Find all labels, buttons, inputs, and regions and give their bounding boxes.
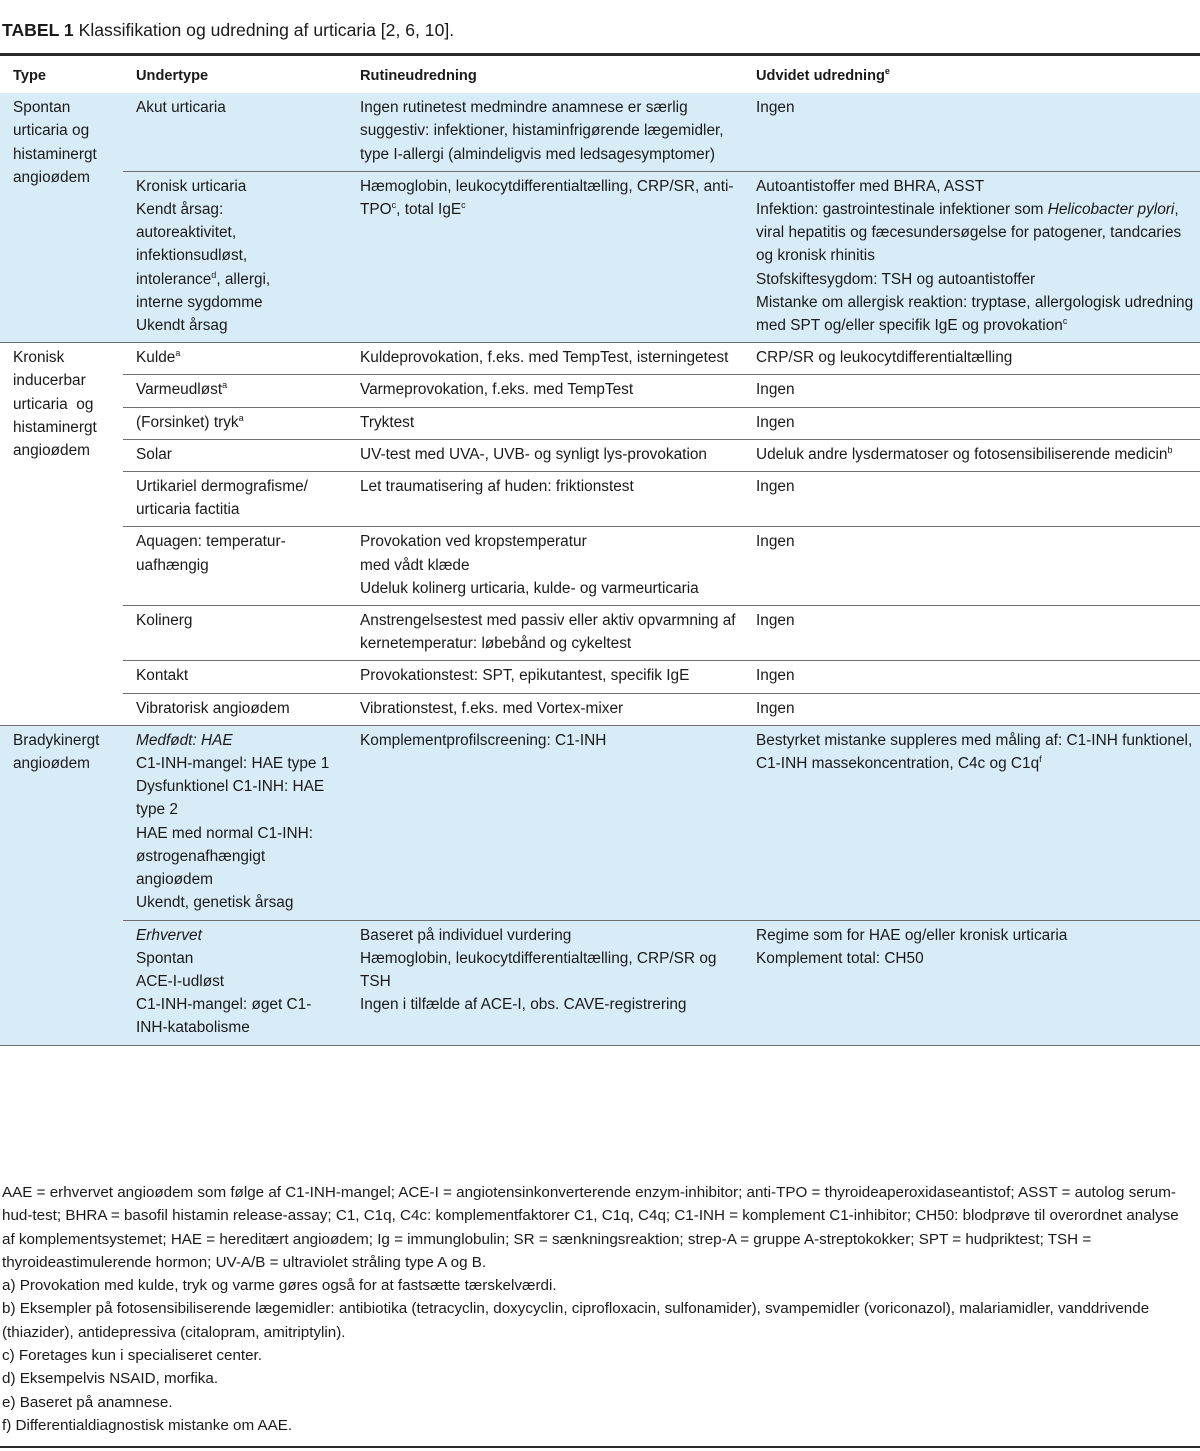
udvidet-cell [743,725,1200,920]
undertype-cell [123,920,347,1045]
type-line: Spontan [13,99,71,117]
rut-text: UV-test med UVA-, UVB- og synligt lys-provokation [360,445,707,463]
footnote-ref: d [211,269,217,280]
rut-line [360,175,737,221]
sub-line [136,609,341,632]
sub-line [136,554,341,577]
sub-line [136,221,341,244]
table-title: Klassifikation og udredning af urticaria [2, 6, 10]. [78,20,455,40]
table-row [0,171,1200,342]
sub-line [136,530,341,553]
rut-line [360,729,737,752]
udv-text: Ingen [756,699,795,717]
udvidet-cell [743,407,1200,439]
rutine-cell [347,527,743,606]
rut-text: Kuldeprovokation, f.eks. med TempTest, isterningetest [360,349,729,367]
rut-text: Anstrengelsestest med passiv eller aktiv opvarmning af kernetemperatur: løbebånd og cykeltest [360,612,736,653]
table-row [0,661,1200,693]
rutine-cell [347,920,743,1045]
sub-line [136,291,341,314]
udv-text: Infektion: gastrointestinale infektioner som [756,201,1048,219]
sub-text: Akut urticaria [136,99,226,117]
rutine-cell [347,472,743,527]
udv-text: Mistanke om allergisk reaktion: tryptase, allergologisk udredning med SPT og/eller specifik IgE og provokation [756,293,1194,335]
sub-line [136,891,341,914]
undertype-cell [123,527,347,606]
rut-line [360,577,737,600]
footnote-ref: a [222,380,228,391]
footnote: f) Differentialdiagnostisk mistanke om AAE. [2,1416,293,1434]
sub-text: HAE med normal C1-INH: østrogenafhængigt angioødem [136,824,314,889]
group-0 [0,93,1200,343]
header-udvidet-label: Udvidet udredning [756,68,885,84]
sub-line [136,346,341,369]
table-caption [2,17,1192,43]
table-row [0,725,1200,920]
udvidet-cell [743,93,1200,171]
header-undertype: Undertype [123,56,347,93]
table-label: TABEL 1 [2,20,74,40]
type-cell [0,725,123,1045]
type-line: angioødem [13,168,90,186]
header-type: Type [0,56,123,93]
sub-text: Varmeudløst [136,381,223,399]
type-line: angioødem [13,755,90,773]
sub-text: Kronisk urticaria [136,177,247,195]
sub-line [136,697,341,720]
classification-table [0,56,1200,1046]
sub-text: intolerance [136,270,212,288]
sub-text: ACE-I-udløst [136,972,225,990]
type-line: urticaria og [13,395,94,413]
rut-line [360,346,737,369]
udv-line [756,609,1194,632]
udv-text: Ingen [756,99,795,117]
sub-text: Kontakt [136,667,189,685]
udv-line [756,530,1194,553]
footnote-ref: c [1062,315,1068,326]
udvidet-cell [743,606,1200,661]
table-row [0,343,1200,375]
rutine-cell [347,375,743,407]
rut-text: Let traumatisering af huden: friktionstest [360,478,634,496]
table-row [0,693,1200,725]
sub-text: Spontan [136,949,194,967]
type-cell [0,343,123,726]
footnote: b) Eksempler på fotosensibiliserende lægemidler: antibiotika (tetracyclin, doxycyclin, ciprofloxacin, sulfonamider), svampemidler (voriconazol), malariamidler, vanddrivende (thiazider), antidepressiva (citalopram, amitriptylin). [2,1300,1150,1341]
sub-line [136,729,341,752]
table-row [0,407,1200,439]
udv-line [756,346,1194,369]
rut-line [360,530,737,553]
footnote-ref: a [175,348,181,359]
udv-text: Komplement total: CH50 [756,949,924,967]
rut-text: Udeluk kolinerg urticaria, kulde- og varmeurticaria [360,579,699,597]
udvidet-cell [743,472,1200,527]
header-rutine: Rutineudredning [347,56,743,93]
undertype-cell [123,661,347,693]
rut-line [360,697,737,720]
rutine-cell [347,606,743,661]
rut-line [360,443,737,466]
sub-line [136,268,341,291]
undertype-cell [123,343,347,375]
udv-line [756,697,1194,720]
udvidet-cell [743,920,1200,1045]
sub-line [136,664,341,687]
udvidet-cell [743,171,1200,342]
undertype-cell [123,439,347,471]
rut-text: , total IgE [396,201,462,219]
sub-line [136,947,341,970]
type-line: inducerbar [13,372,86,390]
type-line: Kronisk [13,349,65,367]
rut-line [360,475,737,498]
sub-line [136,244,341,267]
undertype-cell [123,606,347,661]
udvidet-cell [743,375,1200,407]
udv-line [756,175,1194,198]
sub-line [136,198,341,221]
udv-text: Ingen [756,667,795,685]
footnote: e) Baseret på anamnese. [2,1393,173,1411]
bottom-rule [0,1446,1200,1448]
rut-line [360,378,737,401]
sub-text: C1-INH-mangel: HAE type 1 [136,755,330,773]
header-row [0,56,1200,93]
rut-line [360,96,737,166]
rut-line [360,609,737,655]
sub-text: uafhængig [136,556,209,574]
rutine-cell [347,661,743,693]
sub-line [136,993,341,1039]
undertype-cell [123,725,347,920]
table-row [0,920,1200,1045]
sub-line [136,822,341,892]
sub-text: interne sygdomme [136,293,263,311]
rut-text: Ingen rutinetest medmindre anamnese er særlig suggestiv: infektioner, histaminfrigørende lægemidler, type I-allergi (almindeligvis med ledsagesymptomer) [360,99,724,163]
udv-text: Regime som for HAE og/eller kronisk urticaria [756,926,1068,944]
udv-text: Ingen [756,612,795,630]
table-row [0,93,1200,171]
abbreviation-list: AAE = erhvervet angioødem som følge af C1-INH-mangel; ACE-I = angiotensinkonverterende enzym-inhibitor; anti-TPO = thyroideaperoxidaseantistof; ASST = autolog serum-hud-test; BHRA = basofil histamin release-assay; C1, C1q, C4c: komplementfaktorer C1, C1q, C4q; C1-INH = komplement C1-inhibitor; CH50: blodprøve til overordnet analyse af komplementsystemet; HAE = hereditært angioødem; Ig = immunglobulin; SR = sænkningsreaktion; strep-A = gruppe A-streptokokker; SPT = hudpriktest; TSH = thyroideastimulerende hormon; UV-A/B = ultraviolet stråling type A og B. [2,1184,1179,1271]
sub-text: Vibratorisk angioødem [136,699,290,717]
sub-text: Erhvervet [136,926,202,944]
udvidet-cell [743,439,1200,471]
rutine-cell [347,693,743,725]
undertype-cell [123,472,347,527]
rut-text: Provokation ved kropstemperatur [360,533,587,551]
udvidet-cell [743,343,1200,375]
sub-text: Kulde [136,349,176,367]
footnote-ref: a [238,412,244,423]
type-line: histaminergt [13,145,97,163]
udv-line [756,924,1194,947]
rut-text: Ingen i tilfælde af ACE-I, obs. CAVE-registrering [360,996,687,1014]
sub-line [136,775,341,821]
type-line: histaminergt [13,418,97,436]
footnote-ref: c [391,199,397,210]
undertype-cell [123,93,347,171]
header-udvidet-sup: e [884,66,890,77]
sub-line [136,970,341,993]
undertype-cell [123,171,347,342]
rutine-cell [347,407,743,439]
udv-text: Bestyrket mistanke suppleres med måling af: C1-INH funktionel, C1-INH massekoncentration, C4c og C1q [756,731,1193,773]
footnote: d) Eksempelvis NSAID, morfika. [2,1370,219,1388]
group-1 [0,343,1200,726]
udv-text: Udeluk andre lysdermatoser og fotosensibiliserende medicin [756,445,1168,463]
header-udvidet [743,56,1200,93]
udvidet-cell [743,661,1200,693]
rutine-cell [347,725,743,920]
sub-line [136,475,341,521]
sub-text: Dysfunktionel C1-INH: HAE type 2 [136,778,325,819]
udv-text: Autoantistoffer med BHRA, ASST [756,177,985,195]
udv-line [756,443,1194,466]
udv-text: Ingen [756,381,795,399]
udv-line [756,475,1194,498]
udv-text: Ingen [756,533,795,551]
type-cell [0,93,123,343]
footnote-ref: c [461,199,466,210]
rutine-cell [347,93,743,171]
rut-text: Provokationstest: SPT, epikutantest, specifik IgE [360,667,690,685]
undertype-cell [123,693,347,725]
table-row [0,375,1200,407]
sub-line [136,378,341,401]
sub-text: Medfødt: HAE [136,731,233,749]
udv-line [756,664,1194,687]
sub-text: Ukendt, genetisk årsag [136,894,294,912]
udv-text: Stofskiftesygdom: TSH og autoantistoffer [756,270,1036,288]
table-row [0,527,1200,606]
rut-text: Vibrationstest, f.eks. med Vortex-mixer [360,699,624,717]
sub-text: , allergi, [216,270,271,288]
udv-text: Ingen [756,478,795,496]
sub-text: autoreaktivitet, [136,224,237,242]
udv-line [756,291,1194,337]
sub-text: Kendt årsag: [136,201,224,219]
udv-line [756,268,1194,291]
type-line: Bradykinergt [13,731,100,749]
footnote: a) Provokation med kulde, tryk og varme gøres også for at fastsætte tærskelværdi. [2,1277,557,1295]
udv-line [756,411,1194,434]
sub-text: C1-INH-mangel: øget C1-INH-katabolisme [136,996,312,1037]
sub-line [136,443,341,466]
table-row [0,606,1200,661]
rut-text: Komplementprofilscreening: C1-INH [360,731,607,749]
rutine-cell [347,343,743,375]
udv-text: Helicobacter pylori [1047,201,1175,219]
rut-text: med vådt klæde [360,556,470,574]
rut-line [360,411,737,434]
sub-line [136,411,341,434]
table-row [0,472,1200,527]
rut-line [360,924,737,947]
udv-line [756,729,1194,775]
rut-text: Hæmoglobin, leukocytdifferentialtælling, CRP/SR og TSH [360,949,717,990]
sub-text: Ukendt årsag [136,317,228,335]
sub-text: Urtikariel dermografisme/ urticaria factitia [136,478,308,519]
udv-line [756,198,1194,268]
footnote: c) Foretages kun i specialiseret center. [2,1347,262,1365]
udv-text: Ingen [756,413,795,431]
rut-text: Varmeprovokation, f.eks. med TempTest [360,381,634,399]
sub-text: Aquagen: temperatur- [136,533,286,551]
rut-line [360,664,737,687]
footnote-ref: b [1167,444,1173,455]
udv-text: , viral hepatitis og fæcesundersøgelse for patogener, tandcaries og kronisk rhinitis [756,201,1182,265]
sub-line [136,175,341,198]
rutine-cell [347,171,743,342]
udv-line [756,96,1194,119]
rutine-cell [347,439,743,471]
sub-text: infektionsudløst, [136,247,248,265]
group-2 [0,725,1200,1045]
type-line: urticaria og [13,122,90,140]
rut-text: Tryktest [360,413,415,431]
footnotes [2,1181,1194,1437]
sub-text: Solar [136,445,172,463]
sub-line [136,96,341,119]
undertype-cell [123,407,347,439]
type-line: angioødem [13,442,90,460]
rut-line [360,554,737,577]
sub-text: Kolinerg [136,612,193,630]
udv-line [756,947,1194,970]
rut-line [360,947,737,993]
udvidet-cell [743,527,1200,606]
udvidet-cell [743,693,1200,725]
sub-line [136,314,341,337]
footnote-ref: f [1039,753,1042,764]
sub-text: (Forsinket) tryk [136,413,239,431]
rut-line [360,993,737,1016]
rut-text: Baseret på individuel vurdering [360,926,572,944]
table-row [0,439,1200,471]
udv-line [756,378,1194,401]
undertype-cell [123,375,347,407]
sub-line [136,924,341,947]
udv-text: CRP/SR og leukocytdifferentialtælling [756,349,1013,367]
sub-line [136,752,341,775]
rut-text: Hæmoglobin, leukocytdifferentialtælling, CRP/SR, anti-TPO [360,177,734,219]
